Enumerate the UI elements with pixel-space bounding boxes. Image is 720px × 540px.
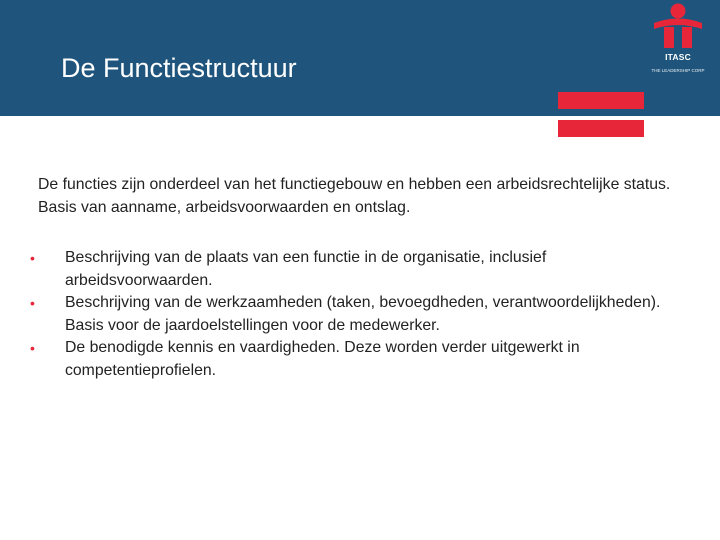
bullet-item [30, 292, 698, 337]
logo-tagline: THE LEADERSHIP CORP [651, 68, 705, 73]
bullet-list [30, 247, 698, 382]
decorative-bar-top [558, 92, 644, 109]
slide-body [30, 174, 698, 382]
bullet-icon: • [30, 295, 35, 311]
intro-paragraph: De functies zijn onderdeel van het functiegebouw en hebben een arbeidsrechtelijke status. Basis van aanname, arbeidsvoorwaarden en ontslag. [38, 176, 671, 216]
logo-name: ITASC [665, 52, 691, 62]
bullet-icon: • [30, 340, 35, 356]
decorative-bar-bottom [558, 120, 644, 137]
logo-mark-icon [646, 0, 710, 52]
itasc-logo [646, 0, 710, 86]
bullet-icon: • [30, 250, 35, 266]
bullet-item [30, 247, 698, 292]
bullet-text: De benodigde kennis en vaardigheden. Deze worden verder uitgewerkt in competentieprofielen. [65, 339, 580, 379]
bullet-item [30, 337, 698, 382]
bullet-text: Beschrijving van de werkzaamheden (taken, bevoegdheden, verantwoordelijkheden). Basis voor de jaardoelstellingen voor de medewerker. [65, 294, 661, 334]
bullet-text: Beschrijving van de plaats van een functie in de organisatie, inclusief arbeidsvoorwaarden. [65, 249, 547, 289]
slide-title: De Functiestructuur [61, 53, 297, 83]
